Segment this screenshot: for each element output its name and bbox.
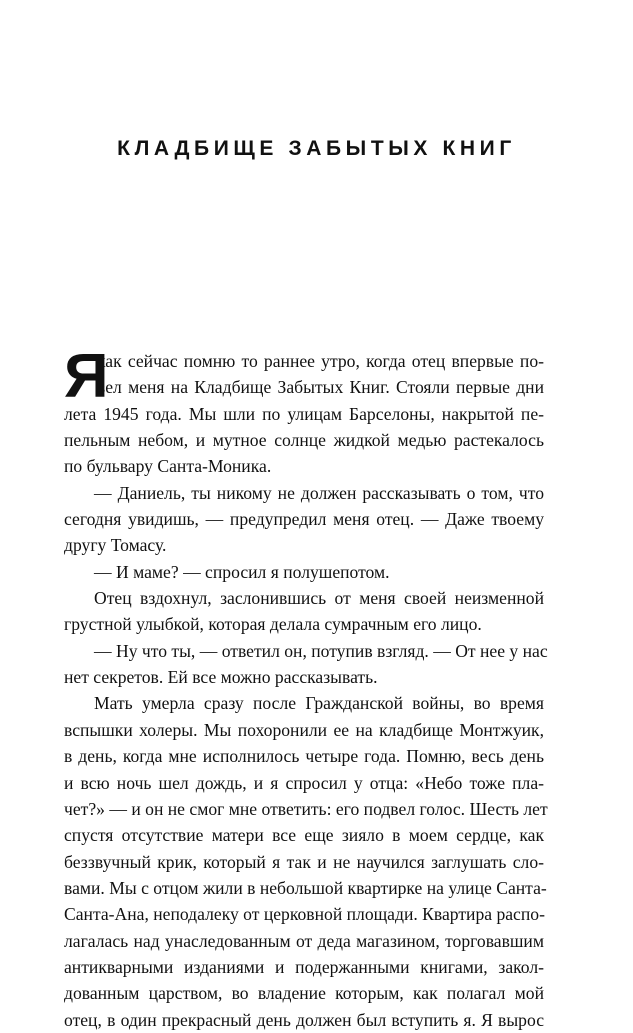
chapter-title: КЛАДБИЩЕ ЗАБЫТЫХ КНИГ [117, 137, 516, 160]
text-line: лагалась над унаследованным от деда магазином, торговавшим [64, 930, 544, 951]
drop-cap: Я [64, 342, 109, 411]
text-line: сегодня увидишь, — предупредил меня отец. — Даже твоему [64, 509, 544, 530]
text-line: спустя отсутствие матери все еще зияло в моем сердце, как [64, 825, 544, 846]
text-line: по бульвару Санта-Моника. [64, 456, 272, 477]
text-line: Отец вздохнул, заслонившись от меня своей неизменной [94, 588, 544, 609]
text-line: и всю ночь шел дождь, и я спросил у отца: «Небо тоже пла- [64, 772, 544, 793]
text-line: беззвучный крик, который я так и не научился заглушать сло- [64, 851, 544, 872]
text-line: пельным небом, и мутное солнце жидкой медью растекалось [64, 430, 544, 451]
text-line: дованным царством, во владение которым, как полагал мой [64, 983, 544, 1004]
text-line: как сейчас помню то раннее утро, когда отец впервые по- [97, 351, 544, 371]
text-line: — И маме? — спросил я полушепотом. [94, 561, 390, 582]
text-line: отец, в один прекрасный день должен был вступить я. Я вырос [64, 1009, 544, 1030]
body-text [64, 342, 548, 1033]
text-line: чет?» — и он не смог мне ответить: его подвел голос. Шесть лет [64, 798, 548, 819]
text-line: лета 1945 года. Мы шли по улицам Барселоны, накрытой пе- [64, 403, 544, 424]
text-line: вспышки холеры. Мы похоронили ее на кладбище Монтжуик, [64, 719, 544, 740]
text-line: — Даниель, ты никому не должен рассказывать о том, что [94, 482, 544, 503]
text-line: Санта-Ана, неподалеку от церковной площади. Квартира распо- [64, 904, 545, 925]
text-line: — Ну что ты, — ответил он, потупив взгляд. — От нее у нас [94, 640, 548, 661]
text-line: вел меня на Кладбище Забытых Книг. Стояли первые дни [97, 377, 544, 398]
text-line: вами. Мы с отцом жили в небольшой квартирке на улице Санта- [64, 877, 547, 898]
text-line: в день, когда мне исполнилось четыре года. Помню, весь день [64, 746, 544, 767]
text-line: антикварными изданиями и подержанными книгами, закол- [64, 956, 544, 977]
text-line: Мать умерла сразу после Гражданской войны, во время [94, 693, 544, 714]
text-line: нет секретов. Ей все можно рассказывать. [64, 667, 378, 688]
text-line: грустной улыбкой, которая делала сумрачным его лицо. [64, 614, 482, 635]
text-line: другу Томасу. [64, 535, 167, 556]
